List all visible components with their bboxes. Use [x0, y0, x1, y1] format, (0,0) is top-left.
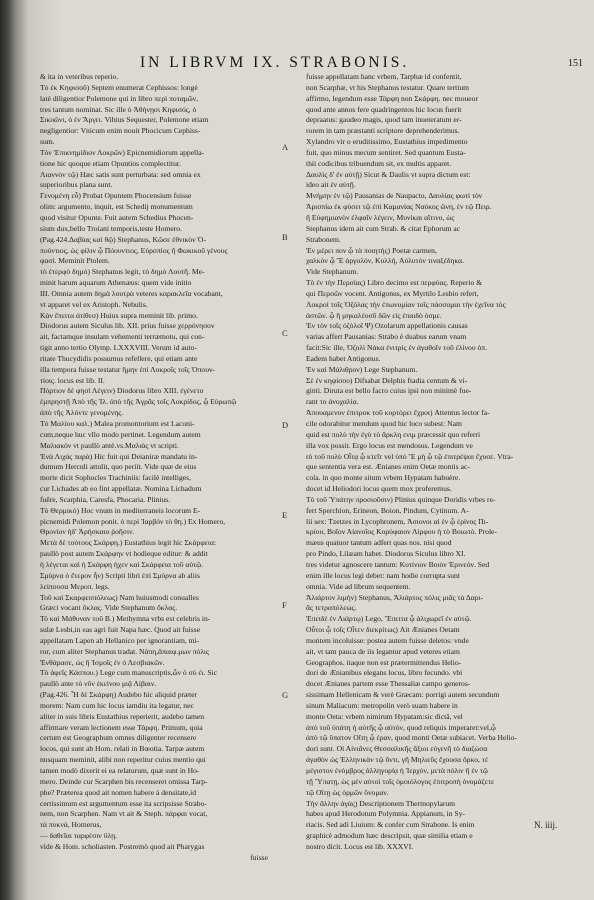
text-line: ἐμπρηστῇ Ἀπὸ τῆς Ἰλ. ἀπὸ τῆς Ἀγρᾶς τοῖς Λοκρίδος, ᾧ Εὐρωπῷ — [40, 397, 237, 407]
text-line: Τό καὶ Μάθυναν τοῦ Β.) Methymna vrbs est celebris in- — [40, 614, 211, 624]
text-line: locos, qui sunt ab Hom. relati in Bœotia. Tarpæ autem — [40, 744, 205, 754]
text-line: non Scarphæ, vt his Stephanus testatur. Quare tertium — [306, 82, 470, 92]
text-line: Τὸ τοῦ Ὑπάτην προσιοῦσιν) Plinius quinque Doridis vrbes re- — [306, 494, 496, 504]
text-line: illa tempora fuisse testatur ἥμην ἐπὶ Λοκροῖς τοῖς Ὀπουν- — [40, 364, 215, 374]
text-line: τῷ Οἴτῃ ὡς ὁρμῶν ὄνομαν. — [306, 787, 389, 797]
text-line: ait, factamque insulam vehementi terræmotu, qui con- — [40, 332, 205, 342]
text-line: τίοις. locus est lib. II. — [40, 375, 105, 385]
text-line: Ἐν μέρει πον ᾧ τὰ ποιητὴς) Poetæ carmen, — [306, 245, 437, 255]
text-line: ἢ Εὐφημιανὸν ἐλφαῖν λέγειν, Μυνίκαι αἴτινο, ὡς — [306, 212, 455, 222]
text-line: Κὰν ἔπειτα ἀτίθεσ) Huius supra meminit lib. primo. — [40, 310, 198, 320]
text-line: Ἐνθάρασε, ὡς ἢ Ἰσμοῖς ἐν ὁ Λεσβιακῶν. — [40, 657, 165, 667]
text-line: rorem in tam præstanti scriptore deprehenderimus. — [306, 126, 460, 136]
text-line: qui Περσῶν vocent. Antigonus, ex Myrtilo Lesbio refert, — [306, 288, 479, 298]
text-line: riacis. Sed adi Liuium: & confer cum Strabone. Is enim — [306, 820, 475, 830]
text-line: quod ante annos fere quadringentos hic locus fuerit — [306, 104, 462, 114]
text-line: φασί. Meminit Ptolem. — [40, 256, 110, 266]
text-line: morem: Nam cum hic locus iamdiu ita legatur, nec — [40, 700, 194, 710]
text-line: πούντιος, ὡς φίλιν ᾧ Πόουντιος, Εὐρσπίος ἤ Φωκικοῦ γένους — [40, 245, 228, 255]
text-line: τὰ πυκνὰ, Homerus, — [40, 820, 102, 830]
text-line: habes apud Herodotum Polymnia. Appianum, in Sy- — [306, 809, 466, 819]
text-line: tres videtur agnoscere tantum: Κυτίνιον Βοιὸν Ἐρινεὸν. Sed — [306, 559, 490, 569]
text-line: Ἐνὰ Λιχάς παρὰ) Hic fuit qui Deianiræ mandatu in- — [40, 451, 198, 461]
text-line: lii sex: Tzetzes in Lycophronem, Ἀσιονοι αἱ ἐν ᾧ ἐρίνος Πι- — [306, 516, 489, 526]
text-line: picnemidi Polemon ponit. ὁ περὶ Ἰαρβόν τὸ θη.) Ex Homero, — [40, 516, 226, 526]
text-line: mæus quatuor tantum adfert quas nos. nisi quod — [306, 538, 452, 548]
catchword-left: fuisse — [250, 852, 268, 862]
text-line: fuêre, Scarphia, Caresfa, Phocaria. Plinius. — [40, 494, 171, 504]
text-line: tigit anno tertio Olymp. LXXXVIII. Verum id auto- — [40, 343, 197, 353]
text-line: rant το ἀνοχαλία. — [306, 397, 359, 407]
text-line: λείπουσα Μεροπ. legs. — [40, 581, 110, 591]
text-line: paullò ante τὸ νῦν ἐκείνου μιᾷ Λίβαιν. — [40, 679, 157, 689]
text-line: Σὲ ἐν κηφίσου) Difsabat Delphis ftadia centum & vi- — [306, 375, 468, 385]
text-line: Xylandro vir o eruditissimo, Eustathius impedimento — [306, 137, 468, 147]
text-line: (Pag.426. Ἦ δὲ Σκάρφη) Audebo hic aliquid præter — [40, 690, 198, 700]
text-line: ᾶς τετραπόλεως. — [306, 603, 357, 613]
text-line: κρίου, Βοῖον Αἰανοῖος Κορύφαιον Λίρφου ἡ τὸ Βοιωτὸ. Prole- — [306, 527, 497, 537]
text-line: thii codicibus tribuendum sit, ex multis apparet. — [306, 158, 452, 168]
text-line: τῇ Ὕπατῃ, ὡς μὲν αὐτοὶ τοῖς ὁμοιόλογος ἐπιτροπὴ ὀνομάζετε — [306, 776, 495, 786]
text-line: Geographos. itaque non est prætermittendus Helio- — [306, 657, 462, 667]
text-line: Τὴν ἄλλην ἀγὰς) Descriptionem Thermopylarum — [306, 798, 456, 808]
text-line: ἀγαθὸν ὡς Ἑλληνικὰν τῷ ὄντι, γῆ Μηλιεῦς ἔχουσα ὅρκο, τέ — [306, 755, 489, 765]
text-line: nostro dicit. Locus est lib. XXXVI. — [306, 841, 414, 851]
text-line: aliter in suis libris Eustathius reperierit, audebo tamen — [40, 711, 205, 721]
text-line: certissimum est argumentum esse ita scripsisse Strabo- — [40, 798, 207, 808]
text-line: Λοκροὶ τοῖς Ὀζόλας τὴν ἐπωνυμίαν τοῖς πάσσομαι τὴν ἐχεῖνα τὸς — [306, 299, 506, 309]
text-line: sissimam Hellenicam & verè Græcam: porrigi autem secundum — [306, 690, 500, 700]
text-line: χαλκὸν ᾧ Ἔ ἀργολόν, Κυλλὴ, Αὐλυτόν τιναξέδηκα. — [306, 256, 464, 266]
text-line: certum est Geographum omnes diligenter recensere — [40, 733, 197, 743]
text-line: III. Omnia autem δημὰ λουτρὰ veteres καρακλεῖα vocabant, — [40, 288, 223, 298]
text-line: dumum Herculi attulit, quo periit. Vide quæ de eius — [40, 462, 197, 472]
text-line: Ἐν τὸν τοῖς ὀζόλοῖ Ψ) Ozolarum appellationis causas — [306, 321, 468, 331]
section-marker: B — [282, 232, 288, 242]
text-line: Ἐπειδὲ ἐν Λιάρτῳ) Lego, Ἔπειτα ᾧ ἀλιχωρεῖ ἐν αὐτῷ. — [306, 614, 472, 624]
text-line: cur Lichades ab eo fint appellatæ. Nomina Lichadum — [40, 484, 202, 494]
text-line: ἀστῶν. ᾧ ἢ μηκαλέοσῦ δῶν εἰς ἐπαιδὸ ὁσμε. — [306, 310, 442, 320]
text-line: Τὸ ἐν τὴν Περσίας) Libro decimo est περφύας. Reperio & — [306, 278, 483, 288]
text-line: ἡ λέγεται καὶ ἡ Σκάρφη ἠχεν καὶ Σκάρφεια τοῦ αὐτῷ. — [40, 559, 204, 569]
text-line: Δαυλὶς δ' ἐν αὐτῇ) Sicut & Daulis vt supra dictum est: — [306, 169, 471, 179]
text-line: dori sunt. Οἱ Αἰνιᾶνες Θεσσαλικῆς ἄξιοι εὐγενῆ τὸ διαζώσα — [306, 744, 488, 754]
text-line: phe? Præterea quod ait nomen habere à densitate,id — [40, 787, 197, 797]
text-line: nem, non Scarphen. Nam vt ait & Steph. πάρφαι vocat, — [40, 809, 208, 819]
text-line: Eadem habet Antigonus. — [306, 353, 381, 363]
text-line: morte dicit Sophocles Trachiniis: facilè intelliges, — [40, 473, 192, 483]
text-line: cum,neque huc vllo modo pertinet. Legendum autem — [40, 429, 201, 439]
text-line: docet Ænianes partem esse Thessaliæ campo generos- — [306, 679, 471, 689]
text-line: ait, vt tam pauca de iis legantur apud veteres etiam — [306, 646, 460, 656]
text-line: quid est πολὺ τὴν ἐγὺ τὸ ἄρκλη ενιμ præcessit quo referri — [306, 429, 481, 439]
text-line: Diodorus autem Siculus lib. XII. prius fuisse χερρόνησον — [40, 321, 215, 331]
text-line: affirmare veram lectionem esse Τάρφη. Primum, quia — [40, 722, 203, 732]
text-line: Λιαννὸν τῷ) Hæc satis sunt perturbata: sed omnia ex — [40, 169, 201, 179]
text-line: Ἐν καὶ Μάλιθρον) Lege Stephanum. — [306, 364, 418, 374]
text-line: cola. in quo monte situm vrbem Hypatam habuère. — [306, 473, 461, 483]
text-line: Ἀλιάρτον λιμὴν) Stephanus, Ἀλιάρτος πόλις μιᾶς τὰ Δαρι- — [306, 592, 484, 602]
text-line: rò τοῦ πολὺ Οἶτᾳ ᾧ κτεῖτ vel ὑπὸ Ἔ μὴ ᾧ τῷ ἐπιτρέψαι ἔχυσε. Vtra- — [306, 451, 514, 461]
text-line: appellatam Lapen ab Hellanico per ignorantiam, mi- — [40, 635, 200, 645]
page-number: 151 — [568, 58, 583, 69]
text-line: Μαλιακόν vt paullò antè.vs.Μαλιὰς vt scripti. — [40, 440, 179, 450]
text-line: ἀπὸ τῆς Ἀλόντε γενομένης. — [40, 408, 124, 418]
text-line: tione hic quoque etiam Opuntios complectitur. — [40, 158, 181, 168]
text-line: Τὸ Θερμικὸ) Hoc vnum in mediterraneis locorum E- — [40, 505, 201, 515]
section-marker: F — [282, 600, 287, 610]
text-line: Græci vocant ὄκλας. Vide Stephanum ὄκλας. — [40, 603, 178, 613]
text-line: affirmo, legendum esse Τάρφη non Σκάρφη. nec moueor — [306, 93, 478, 103]
section-marker: E — [282, 510, 288, 520]
section-marker: G — [282, 690, 289, 700]
text-line: latè diligentior Polemone qui in libro περὶ ποταμῶν, — [40, 93, 199, 103]
text-line: sum. — [40, 137, 55, 147]
text-line: Σμύρνα ὁ ἕτερον ἦν) Scripti libri ἐπὶ Σμύρνα ab aliis — [40, 570, 200, 580]
text-line: negligentior: Vnicum enim nouit Phocicum Cephiss- — [40, 126, 201, 136]
text-line: montem incoluisse: postea autem fuisse deletos: vnde — [306, 635, 469, 645]
section-marker: C — [282, 328, 288, 338]
text-line: fuit, quo minus mecum sentiret. Sed quantum Eusta- — [306, 147, 466, 157]
text-line: omnia. Vide ad librum sequentem. — [306, 581, 411, 591]
text-line: & ita in veteribus reperio. — [40, 72, 119, 81]
text-line: dori de Ænianibus elegans locus, libro fecundo. vbi — [306, 668, 463, 678]
text-line: μέγιστον ἐνόμβρος ἀλληγορίᾳ ἡ Ἰερχὸν, μετὰ πόλιν ἢ ἐν τῷ — [306, 766, 488, 775]
text-line: Vide Stephanum. — [306, 267, 359, 277]
text-line: Stephanus idem ait cum Strab. & citat Ephorum ac — [306, 223, 461, 233]
right-column — [306, 72, 546, 853]
text-line: Τὸν Ἐπικνημίδιον Λοκρῶν) Epicnemidiorum appella- — [40, 147, 205, 157]
text-line: Γενομένη εὖ) Probat Opuntem Phocensium fuisse — [40, 191, 192, 201]
text-line: ror, cum aliter Stephanus tradat. Νάπη,ἄπαιφ.μων πόλις — [40, 646, 209, 656]
text-line: Τοῦ καὶ Σκαρφεοπόλεως) Nam huiusmodi conualles — [40, 592, 199, 602]
text-line: varias affert Pausanias: Strabo è duabus earum vnam — [306, 332, 467, 342]
text-line: Strabonem. — [306, 234, 341, 244]
text-line: Τὸ ἀφεῖς Κάσπου.) Lege cum manuscriptis,ὧν ὁ σὺ ἐι. Sic — [40, 668, 218, 678]
text-line: fuisse appellatam hanc vrbem, Tarphæ id confentit, — [306, 72, 462, 81]
text-line: ginti. Diruta est bello facro cuius ipsi non minimè fue- — [306, 386, 472, 396]
text-line: illa vox possit. Ergo locus est mendosus. Legendum ve — [306, 440, 473, 450]
text-line: Μετὰ δὲ τούτους Σκάρφη.) Eustathius legit hic Σκάρφεια: — [40, 538, 217, 548]
text-line: facit:Sic ille, Ὀζολὶ Νάκα ἐνιτρὶς ἐν ἀγαθοῖν τοῦ ἐλίνου ὁπ. — [306, 343, 488, 353]
text-line: ἀπὸ τοῦ ὑπάτη ἡ αὐτῆς ᾧ αὐτὸν, quod reliquis imperaret:vel,ᾧ — [306, 722, 496, 732]
running-head: IN LIBRVM IX. STRABONIS. — [140, 54, 410, 71]
text-line: minit harum aquarum Athenæus: quem vide initio — [40, 278, 192, 288]
section-marker: D — [282, 420, 289, 430]
text-line: quod visitur Opunte. Fuit autem Schedius Phocen- — [40, 212, 194, 222]
text-line: paullò post autem Σκάρφην vt hodieque editur: & addit — [40, 549, 208, 559]
text-line: Τὸ Μαλίου καλ.) Malea promontorium est Laconi- — [40, 419, 195, 428]
text-line: que sententia vera est. Ænianes enim Oetæ montis ac- — [306, 462, 470, 472]
text-line: — δαθεῖαι ταρφέσιν ὕλῃ. — [40, 831, 118, 841]
catchword-signature: N. iiij. — [534, 820, 558, 830]
text-line: pro Pindo, Lilæam habet. Diodorus Siculus libro XI. — [306, 549, 466, 559]
text-line: mero. Deinde cur Scarphen bis recenseret omissa Tarp- — [40, 776, 208, 786]
text-line: sium dux,bello Troiani temporis,teste Homero. — [40, 223, 182, 233]
text-line: docet id Heliodori locus quem mox proferemus. — [306, 484, 452, 494]
left-column — [40, 72, 268, 864]
text-line: ἀπὸ τῷ ὕπατον Οἴτη ᾧ ἐραν, quod monti Oetæ subiacet. Verba Helio- — [306, 733, 517, 743]
text-line: fert Sperchion, Erineon, Boion, Pindum, Cytinum. A- — [306, 505, 469, 515]
text-line: Οὗτοι ᾧ τοῖς Οἶτεν διεκρίτως) Ait Ænianes Oetam — [306, 625, 460, 635]
text-line: graphicè admodum hæc descripsit, quæ similia etiam e — [306, 831, 473, 841]
text-line: sinum Maliacum: metropolin verò suam habere in — [306, 700, 458, 710]
section-marker: A — [282, 142, 289, 152]
text-line: cile odorabitur mendum quod hic loco subest: Nam — [306, 419, 462, 428]
text-line: Θρονὶον ἠδ' Ἀρήσκαιο ῥοῆσιν. — [40, 527, 135, 537]
text-line: sulæ Lesbi,in eas agri fuit Napa hæc. Quod ait fuisse — [40, 625, 201, 635]
text-line: superioribus plana sunt. — [40, 180, 113, 190]
text-line: ideo ait ἐν αὐτῇ. — [306, 180, 356, 190]
text-line: tres tantum nominat. Sic ille ὁ Ἀθήνῃσι Κηφισός, ὁ — [40, 104, 197, 114]
text-line: olim: argumento, inquit, est Schedij monumentum — [40, 202, 193, 212]
text-line: nusquam meminit, alibi non reperitur cuius mentio qui — [40, 755, 206, 765]
text-line: Πόρτιον δὲ φησὶ Λέγειν) Diodorus libro XIII. ἐγένετο — [40, 386, 204, 396]
text-line: depraatus: gaudeo magis, quod tam inueteratum er- — [306, 115, 462, 125]
text-line: Ἀρισπίω ἐκ φύσει τῷ ἐπὶ Καμανίας Ναύκος ὤνη, ἐν τῷ Πειρ. — [306, 202, 492, 212]
text-line: Μνήμην ἐν τῷ) Pausanias de Naupacto, Δαυλίας φωτὶ τὸν — [306, 191, 483, 201]
text-line: ritate Thucydidis possumus refellere, qui etiam ante — [40, 353, 198, 363]
text-line: monte Oeta: vrbem nimirum Hypatam:sic dictâ, vel — [306, 711, 463, 721]
text-line: vt apparet vel ex Aristoph. Nebulis. — [40, 299, 148, 309]
text-line: tamen modò dixerit ei ea relaturum, quæ sunt in Ho- — [40, 766, 200, 775]
text-line: vide & Hom. scholiasten. Postremò quod ait Pharygas — [40, 841, 205, 851]
text-line: τὸ ἐτερφὸ δημὸ) Stephanus legit, τὸ δημὸ Λουτῆ. Me- — [40, 267, 205, 277]
text-line: Ἀπουαμενον ἐπιτροκ τοῦ κυρτόρει ἔχροι) Attentus lector fa- — [306, 408, 490, 418]
text-line: enim ille locus legi debet: nam hodie corrupta sunt — [306, 570, 460, 580]
text-line: (Pag.424.Δαβίας καὶ θῷ) Stephanus, Κῶσε ἐθνικὸν Ὀ- — [40, 234, 206, 244]
text-line: Τὸ ἐκ Κηφισοῦ) Septem enumerat Cephissos: longè — [40, 82, 198, 92]
text-line: Σικυῶνι, ὁ ἐν Ἄργει. Vibius Sequester, Polemone etiam — [40, 115, 209, 125]
